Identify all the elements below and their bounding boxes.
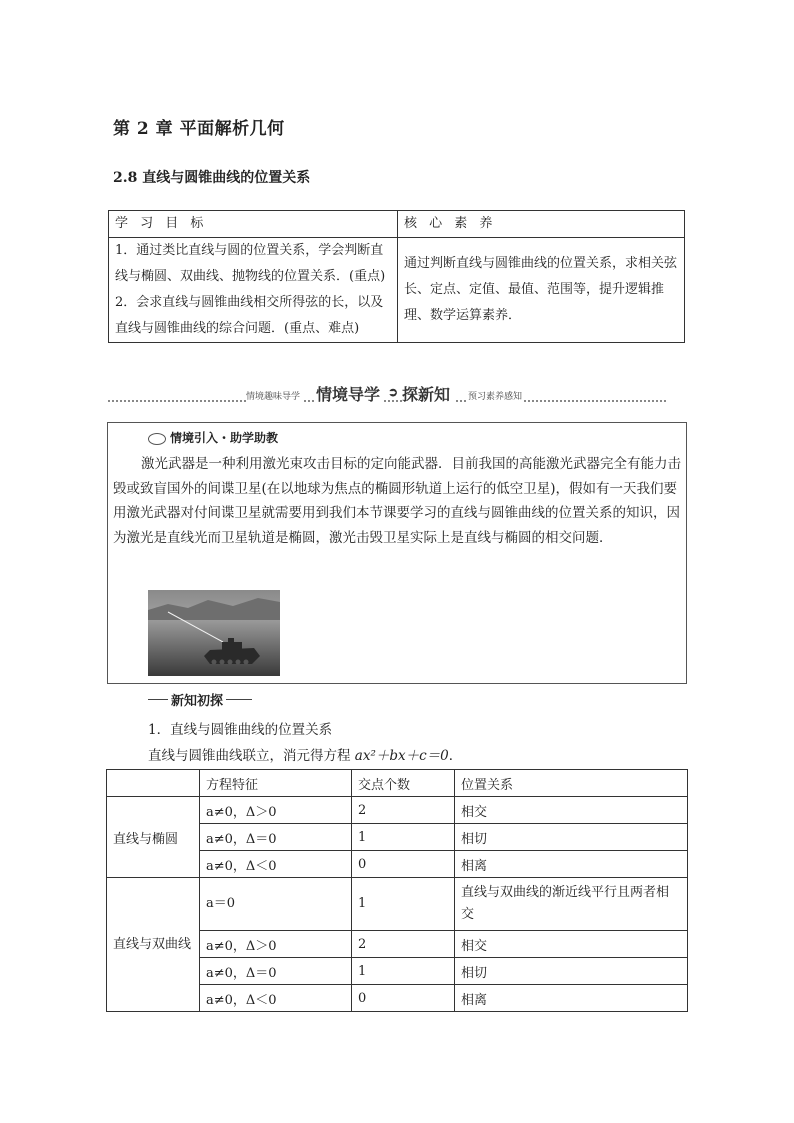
relation-cell: 相切 bbox=[455, 958, 688, 985]
relation-cell: 相交 bbox=[455, 797, 688, 824]
relation-cell: 相离 bbox=[455, 851, 688, 878]
banner-main-left: 情境导学 bbox=[314, 382, 382, 405]
goals-right-text: 通过判断直线与圆锥曲线的位置关系，求相关弦长、定点、定值、最值、范围等，提升逻辑推理、数学运算素养． bbox=[398, 238, 685, 343]
position-relation-table bbox=[106, 769, 688, 1012]
banner-left-small: 情境趣味导学 bbox=[246, 389, 304, 402]
chapter-title: 第 2 章 平面解析几何 bbox=[113, 119, 285, 139]
table-header-relation: 位置关系 bbox=[455, 770, 688, 797]
count-cell: 1 bbox=[352, 958, 455, 985]
condition-cell: a≠0，Δ＜0 bbox=[200, 851, 352, 878]
goals-left-text: 1．通过类比直线与圆的位置关系，学会判断直线与椭圆、双曲线、抛物线的位置关系．(重点) 2．会求直线与圆锥曲线相交所得弦的长，以及直线与圆锥曲线的综合问题．(重点、难点) bbox=[109, 238, 398, 343]
new-knowledge-tag bbox=[148, 690, 252, 708]
equation: ax²＋bx＋c＝0 bbox=[354, 748, 449, 764]
condition-cell: a≠0，Δ＞0 bbox=[200, 931, 352, 958]
section-banner bbox=[108, 382, 666, 406]
equation-suffix: ． bbox=[448, 748, 463, 764]
count-cell: 0 bbox=[352, 851, 455, 878]
section-title: 2.8 直线与圆锥曲线的位置关系 bbox=[113, 170, 311, 186]
equation-prefix: 直线与圆锥曲线联立，消元得方程 bbox=[148, 748, 355, 764]
learning-goals-table bbox=[108, 210, 685, 343]
heading-position-relation: 1．直线与圆锥曲线的位置关系 bbox=[148, 722, 333, 738]
relation-cell: 直线与双曲线的渐近线平行且两者相交 bbox=[455, 878, 688, 931]
relation-cell: 相切 bbox=[455, 824, 688, 851]
banner-main-right: 探新知 bbox=[402, 382, 454, 405]
banner-arrow-icon: ➲ bbox=[388, 385, 399, 399]
table-header-feature: 方程特征 bbox=[200, 770, 352, 797]
new-knowledge-label: 新知初探 bbox=[168, 690, 226, 709]
relation-cell: 相离 bbox=[455, 985, 688, 1012]
hyperbola-label: 直线与双曲线 bbox=[107, 878, 200, 1012]
intro-title-row bbox=[148, 429, 278, 446]
goals-header-left: 学 习 目 标 bbox=[109, 211, 398, 238]
ellipse-label: 直线与椭圆 bbox=[107, 797, 200, 878]
intro-title: 情境引入・助学助教 bbox=[170, 431, 279, 445]
relation-cell: 相交 bbox=[455, 931, 688, 958]
laser-tank-photo bbox=[148, 590, 280, 676]
condition-cell: a≠0，Δ＝0 bbox=[200, 824, 352, 851]
table-header-count: 交点个数 bbox=[352, 770, 455, 797]
condition-cell: a≠0，Δ＞0 bbox=[200, 797, 352, 824]
equation-line bbox=[148, 744, 462, 764]
intro-paragraph: 激光武器是一种利用激光束攻击目标的定向能武器．目前我国的高能激光武器完全有能力击毁或致盲国外的间谍卫星(在以地球为焦点的椭圆形轨道上运行的低空卫星)，假如有一天我们要用激光武器对付间谍卫星就需要用到我们本节课要学习的直线与圆锥曲线的位置关系的知识，因为激光是直线光而卫星轨道是椭圆，激光击毁卫星实际上是直线与椭圆的相交问题． bbox=[113, 456, 681, 546]
count-cell: 2 bbox=[352, 931, 455, 958]
banner-dotted-line bbox=[108, 400, 666, 402]
count-cell: 0 bbox=[352, 985, 455, 1012]
count-cell: 2 bbox=[352, 797, 455, 824]
condition-cell: a≠0，Δ＜0 bbox=[200, 985, 352, 1012]
count-cell: 1 bbox=[352, 878, 455, 931]
table-row bbox=[107, 878, 688, 931]
table-header-empty bbox=[107, 770, 200, 797]
goals-header-right: 核 心 素 养 bbox=[398, 211, 685, 238]
table-row bbox=[107, 797, 688, 824]
gear-icon bbox=[148, 433, 166, 445]
condition-cell: a＝0 bbox=[200, 878, 352, 931]
banner-right-small: 预习素养感知 bbox=[466, 389, 524, 402]
condition-cell: a≠0，Δ＝0 bbox=[200, 958, 352, 985]
count-cell: 1 bbox=[352, 824, 455, 851]
